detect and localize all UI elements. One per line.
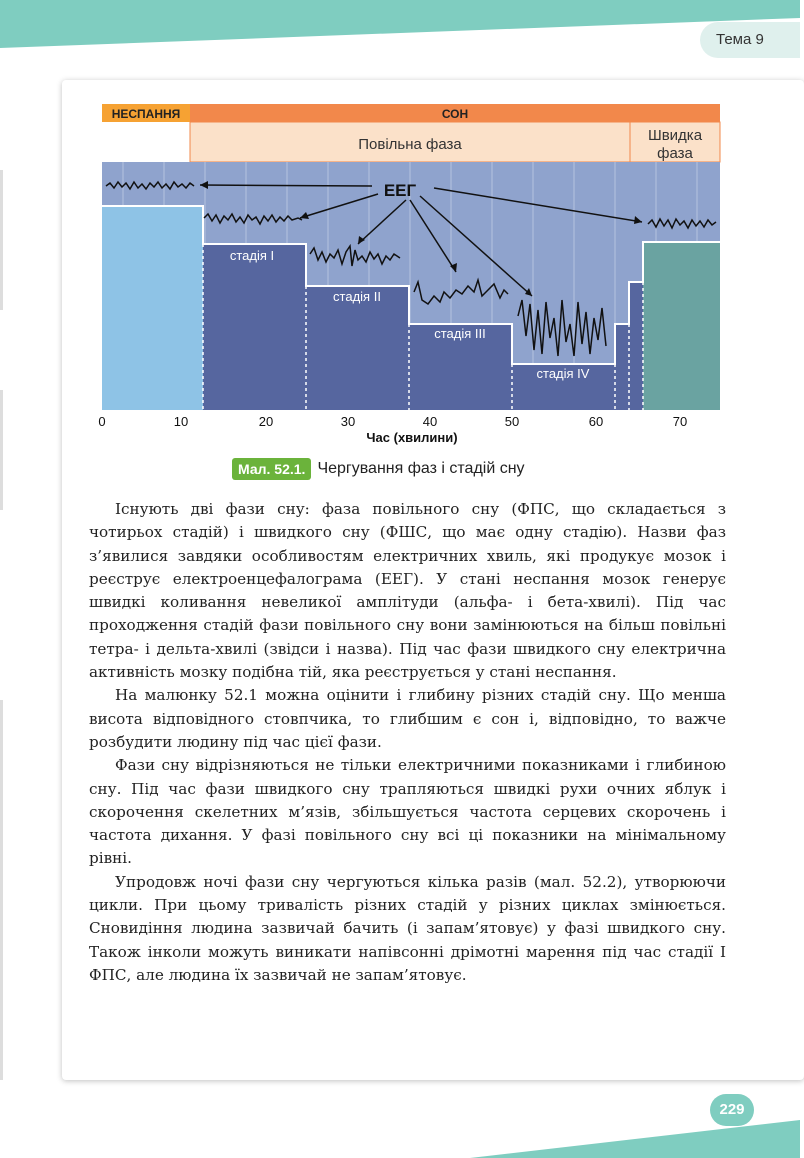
side-line: [0, 390, 3, 510]
header-decor-band: [0, 0, 800, 50]
side-line: [0, 170, 3, 310]
paragraph: На малюнку 52.1 можна оцінити і глибину різних стадій сну. Що менша висота відповідного стовпчика, то глибшим є сон і, відповідно, то важче розбудити людину під час цієї фази.: [89, 686, 726, 751]
stage-2-label: стадія II: [333, 289, 381, 304]
figure-caption: [232, 456, 525, 482]
paragraph: Упродовж ночі фази сну чергуються кілька разів (мал. 52.2), утворюючи цикли. При цьому тривалість різних стадій у різних циклах змінюється. Сновидіння людина зазвичай бачить (і запам’ятовує) у фазі швидкого сну. Також інколи можуть виникати напівсонні дрімотні марення під час стадії І ФПС, але людина їх зазвичай не запам’ятовує.: [89, 872, 726, 984]
stage-1-block: [203, 244, 306, 410]
x-tick: 40: [422, 414, 438, 429]
x-axis-label: Час (хвилини): [366, 430, 458, 445]
paragraph: Фази сну відрізняються не тільки електричними показниками і глибиною сну. Під час фази швидкого сну трапляються швидкі рухи очних яблук і скорочення скелетних м’язів, збільшується частота серцевих скорочень і частота дихання. У фазі повільного сну всі ці показники на мінімальному рівні.: [89, 756, 726, 868]
figure-number: Мал. 52.1.: [232, 458, 311, 480]
stage-1-label: стадія I: [229, 248, 275, 263]
sleep-phases-figure: [98, 104, 722, 434]
return-stage-3-block: [615, 324, 629, 410]
x-tick: 50: [504, 414, 520, 429]
awake-block: [102, 206, 203, 410]
x-tick: 70: [672, 414, 688, 429]
stage-4-label: стадія IV: [536, 366, 590, 381]
side-line: [0, 700, 3, 1080]
rem-block: [643, 242, 720, 410]
stage-2-block: [306, 286, 409, 410]
x-axis-ticks: [98, 414, 687, 429]
sleep-bar-label: СОН: [441, 107, 469, 121]
x-tick: 20: [258, 414, 274, 429]
fast-phase-label-2: фаза: [657, 145, 693, 162]
x-tick: 0: [98, 414, 106, 429]
body-text: [89, 498, 726, 987]
figure-caption-text: Чергування фаз і стадій сну: [317, 460, 525, 477]
x-tick: 10: [173, 414, 189, 429]
page-number: 229: [710, 1094, 754, 1126]
return-stage-2-block: [629, 282, 643, 410]
fast-phase-label-1: Швидка: [647, 127, 703, 144]
awake-bar-label: НЕСПАННЯ: [111, 107, 181, 121]
paragraph: Існують дві фази сну: фаза повільного сну (ФПС, що складається з чотирьох стадій) і швидкого сну (ФШС, що має одну стадію). Назви фаз з’явилися завдяки особливостям електричних хвиль, які продукує мозок і реєструє електроенцефалограма (ЕЕГ). У стані неспання мозок генерує швидкі коливання невеликої амплітуди (альфа- і бета-хвилі). Під час проходження стадій фази повільного сну вони замінюються на більш повільні тетра- і дельта-хвилі (звідси і назва). Під час фази швидкого сну електрична активність мозку подібна тій, яка реєструється у стані неспання.: [89, 500, 726, 682]
footer-decor-band: [0, 1120, 800, 1158]
eeg-label: ЕЕГ: [383, 181, 417, 200]
topic-label: Тема 9: [700, 22, 800, 58]
slow-phase-label: Повільна фаза: [358, 136, 462, 153]
x-tick: 30: [340, 414, 356, 429]
stage-3-label: стадія III: [434, 326, 486, 341]
x-tick: 60: [588, 414, 604, 429]
